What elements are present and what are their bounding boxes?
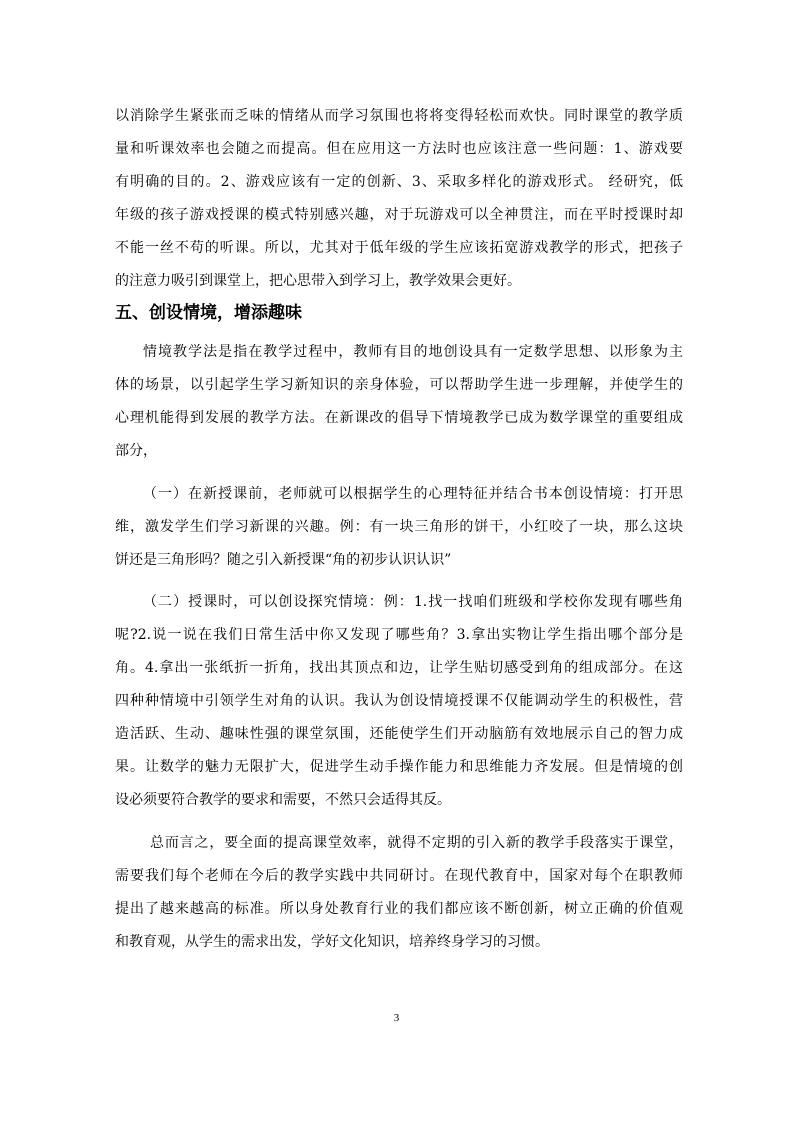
- paragraph-1-line-4: 年级的孩子游戏授课的模式特别感兴趣，对于玩游戏可以全神贯注，而在平时授课时却: [115, 207, 683, 223]
- section-heading: 五、创设情境，增添趣味: [115, 303, 302, 323]
- paragraph-4-line-6: 果。让数学的魅力无限扩大，促进学生动手操作能力和思维能力齐发展。但是情境的创: [115, 759, 683, 775]
- paragraph-3-line-1: （一）在新授课前，老师就可以根据学生的心理特征并结合书本创设情境：打开思: [143, 486, 683, 502]
- paragraph-1-line-2: 量和听课效率也会随之而提高。但在应用这一方法时也应该注意一些问题：1、游戏要: [115, 141, 683, 157]
- paragraph-5-line-1: 总而言之，要全面的提高课堂效率，就得不定期的引入新的教学手段落实于课堂，: [150, 835, 683, 851]
- paragraph-2-line-1: 情境教学法是指在教学过程中，教师有目的地创设具有一定数学思想、以形象为主: [143, 344, 683, 360]
- paragraph-4-line-4: 四种种情境中引领学生对角的认识。我认为创设情境授课不仅能调动学生的积极性，营: [115, 693, 683, 709]
- paragraph-2-line-4: 部分，: [115, 443, 157, 459]
- paragraph-4-line-2: 呢?2.说一说在我们日常生活中你又发现了哪些角？3.拿出实物让学生指出哪个部分是: [115, 627, 683, 643]
- paragraph-2-line-3: 心理机能得到发展的教学方法。在新课改的倡导下情境教学已成为数学课堂的重要组成: [115, 410, 683, 426]
- paragraph-2-line-2: 体的场景，以引起学生学习新知识的亲身体验，可以帮助学生进一步理解，并使学生的: [115, 377, 683, 393]
- paragraph-5-line-3: 提出了越来越高的标准。所以身处教育行业的我们都应该不断创新，树立正确的价值观: [115, 901, 683, 917]
- paragraph-3-line-3: 饼还是三角形吗？随之引入新授课“角的初步认识认识”: [115, 552, 452, 568]
- paragraph-5-line-4: 和教育观，从学生的需求出发，学好文化知识，培养终身学习的习惯。: [115, 934, 549, 950]
- paragraph-4-line-5: 造活跃、生动、趣味性强的课堂氛围，还能使学生们开动脑筋有效地展示自己的智力成: [115, 726, 683, 742]
- paragraph-5-line-2: 需要我们每个老师在今后的教学实践中共同研讨。在现代教育中，国家对每个在职教师: [115, 868, 683, 884]
- paragraph-1-line-5: 不能一丝不苟的听课。所以，尤其对于低年级的学生应该拓宽游戏教学的形式，把孩子: [115, 240, 683, 256]
- page-number: 3: [393, 1012, 400, 1024]
- paragraph-4-line-3: 角。4.拿出一张纸折一折角，找出其顶点和边，让学生贴切感受到角的组成部分。在这: [115, 660, 683, 676]
- paragraph-4-line-1: （二）授课时，可以创设探究情境：例：1.找一找咱们班级和学校你发现有哪些角: [143, 594, 683, 610]
- paragraph-1-line-1: 以消除学生紧张而乏味的情绪从而学习氛围也将将变得轻松而欢快。同时课堂的教学质: [115, 108, 683, 124]
- paragraph-1-line-3: 有明确的目的。2、游戏应该有一定的创新、3、采取多样化的游戏形式。 经研究，低: [115, 174, 683, 190]
- paragraph-3-line-2: 维，激发学生们学习新课的兴趣。例：有一块三角形的饼干，小红咬了一块，那么这块: [115, 519, 683, 535]
- paragraph-1-line-6: 的注意力吸引到课堂上，把心思带入到学习上，教学效果会更好。: [115, 273, 521, 289]
- paragraph-4-line-7: 设必须要符合教学的要求和需要，不然只会适得其反。: [115, 792, 451, 808]
